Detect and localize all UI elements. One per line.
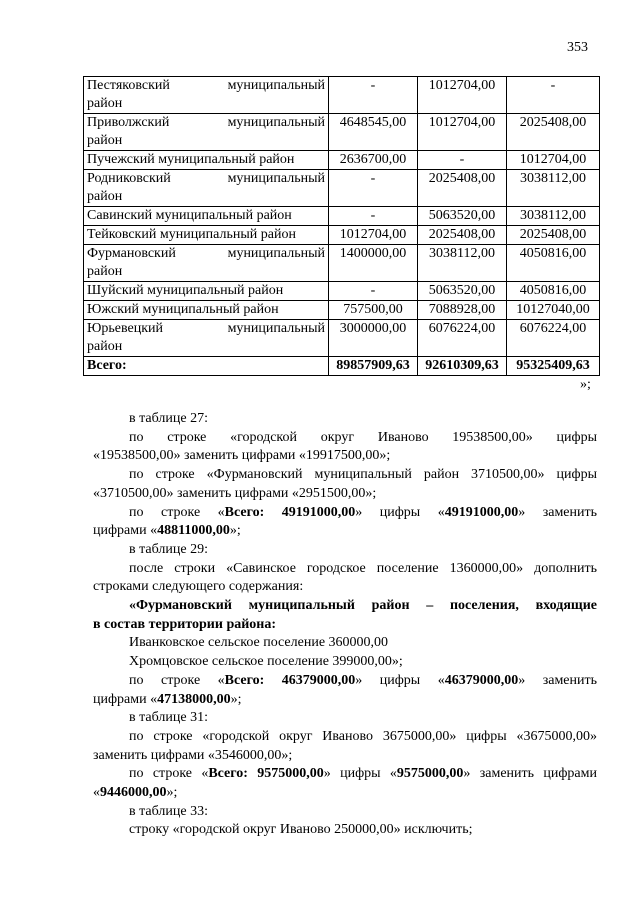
text-span: цифрами « xyxy=(93,523,158,539)
amount-cell: 2636700,00 xyxy=(329,151,418,170)
amount-cell: 6076224,00 xyxy=(418,320,507,357)
paragraph-line: по строке «городской округ Иваново 19538500,00» цифры xyxy=(129,429,597,445)
amount-cell: 7088928,00 xyxy=(418,301,507,320)
total-amount-cell: 95325409,63 xyxy=(507,357,600,376)
amount-cell: 4050816,00 xyxy=(507,245,600,282)
paragraph-line: «19538500,00» заменить цифрами «19917500,00»; xyxy=(93,448,391,464)
amount-cell: - xyxy=(329,207,418,226)
bold-span: Всего: 9575000,00 xyxy=(208,766,324,782)
amount-cell: - xyxy=(418,151,507,170)
total-label: Всего: xyxy=(84,357,329,376)
amount-cell: 2025408,00 xyxy=(418,170,507,207)
bold-span: 49191000,00 xyxy=(444,504,519,520)
amount-cell: 1012704,00 xyxy=(507,151,600,170)
table-row xyxy=(84,207,600,226)
paragraph-line xyxy=(93,504,597,523)
paragraph-line: Иванковское сельское поселение 360000,00 xyxy=(129,635,389,651)
amount-cell: - xyxy=(507,77,600,114)
district-name-line: район xyxy=(87,264,123,279)
table-row xyxy=(84,320,600,357)
bold-span: 48811000,00 xyxy=(157,523,230,539)
table-27-heading: в таблице 27: xyxy=(129,411,208,426)
paragraph-line: строку «городской округ Иваново 250000,00» исключить; xyxy=(129,822,473,838)
district-name-line: Родниковский муниципальный xyxy=(87,171,325,186)
text-span: по строке « xyxy=(129,672,225,688)
paragraph-line: заменить цифрами «3546000,00»; xyxy=(93,747,293,763)
text-span: « xyxy=(93,785,100,801)
amount-cell: 1012704,00 xyxy=(329,226,418,245)
amount-cell: 2025408,00 xyxy=(418,226,507,245)
text-span: » цифры « xyxy=(323,766,397,782)
paragraph-line: Хромцовское сельское поселение 399000,00»; xyxy=(129,654,403,670)
district-name-line: Приволжский муниципальный xyxy=(87,115,325,130)
text-span: » цифры « xyxy=(355,504,445,520)
amount-cell: 2025408,00 xyxy=(507,226,600,245)
amount-cell: 3038112,00 xyxy=(507,207,600,226)
district-name-line: Шуйский муниципальный район xyxy=(87,283,284,298)
amount-cell: 1400000,00 xyxy=(329,245,418,282)
amount-cell: - xyxy=(329,77,418,114)
amount-cell: 3000000,00 xyxy=(329,320,418,357)
table-33-heading: в таблице 33: xyxy=(129,803,208,819)
table-row xyxy=(84,226,600,245)
paragraph-line xyxy=(93,672,597,691)
district-name-cell xyxy=(84,151,329,170)
amount-cell: 757500,00 xyxy=(329,301,418,320)
paragraph-line xyxy=(93,765,597,784)
bold-span: 9575000,00 xyxy=(396,766,464,782)
table-row xyxy=(84,170,600,207)
district-name-cell xyxy=(84,170,329,207)
paragraph-line: после строки «Савинское городское поселение 1360000,00» дополнить xyxy=(129,560,597,576)
district-name-line: Савинский муниципальный район xyxy=(87,208,292,223)
amount-cell: 3038112,00 xyxy=(507,170,600,207)
district-name-line: район xyxy=(87,133,123,148)
paragraph-line: строками следующего содержания: xyxy=(93,579,304,595)
total-amount-cell: 89857909,63 xyxy=(329,357,418,376)
district-name-line: район xyxy=(87,339,123,354)
district-name-cell xyxy=(84,207,329,226)
text-span: » цифры « xyxy=(355,672,445,688)
quote-end: »; xyxy=(580,377,591,392)
text-span: по строке « xyxy=(129,504,225,520)
district-name-cell xyxy=(84,114,329,151)
district-name-cell xyxy=(84,301,329,320)
amount-cell: 5063520,00 xyxy=(418,207,507,226)
district-name-line: Фурмановский муниципальный xyxy=(87,246,325,261)
district-name-line: район xyxy=(87,189,123,204)
amount-cell: 4050816,00 xyxy=(507,282,600,301)
amount-cell: 3038112,00 xyxy=(418,245,507,282)
table-row xyxy=(84,114,600,151)
paragraph-line: «3710500,00» заменить цифрами «2951500,00»; xyxy=(93,485,377,501)
amount-cell: 4648545,00 xyxy=(329,114,418,151)
total-row xyxy=(84,357,600,376)
bold-span: 47138000,00 xyxy=(157,691,231,707)
bold-span: Всего: 46379000,00 xyxy=(224,672,356,688)
district-name-cell xyxy=(84,226,329,245)
district-name-line: Юрьевецкий муниципальный xyxy=(87,321,325,336)
amount-cell: 6076224,00 xyxy=(507,320,600,357)
amount-cell: 10127040,00 xyxy=(507,301,600,320)
total-amount-cell: 92610309,63 xyxy=(418,357,507,376)
text-span: » заменить xyxy=(518,672,598,688)
bold-span: в состав территории района: xyxy=(93,616,277,632)
bold-span: 46379000,00 xyxy=(444,672,519,688)
amount-cell: - xyxy=(329,170,418,207)
table-row xyxy=(84,245,600,282)
text-span: цифрами « xyxy=(93,691,158,707)
text-span: »; xyxy=(229,523,241,539)
district-name-cell xyxy=(84,320,329,357)
district-name-line: Пучежский муниципальный район xyxy=(87,152,295,167)
budget-table xyxy=(83,76,600,376)
table-row xyxy=(84,301,600,320)
text-span: »; xyxy=(230,691,242,707)
paragraph-line xyxy=(93,784,597,803)
text-span: » заменить xyxy=(518,504,598,520)
table-31-heading: в таблице 31: xyxy=(129,710,208,726)
amount-cell: 1012704,00 xyxy=(418,114,507,151)
page-number: 353 xyxy=(567,40,588,55)
paragraph-line: по строке «Фурмановский муниципальный район 3710500,00» цифры xyxy=(129,467,597,483)
paragraph-line xyxy=(93,691,597,710)
amount-cell: - xyxy=(329,282,418,301)
bold-span: 9446000,00 xyxy=(100,785,167,801)
text-span: » заменить цифрами xyxy=(463,766,597,782)
amendments-text xyxy=(93,410,597,840)
amount-cell: 2025408,00 xyxy=(507,114,600,151)
text-span: »; xyxy=(166,785,178,801)
paragraph-line xyxy=(93,597,597,616)
text-span: « xyxy=(129,598,136,614)
table-row xyxy=(84,151,600,170)
bold-span xyxy=(129,598,597,613)
district-name-line: Пестяковский муниципальный xyxy=(87,78,325,93)
district-name-cell xyxy=(84,245,329,282)
table-row xyxy=(84,77,600,114)
district-name-line: Тейковский муниципальный район xyxy=(87,227,296,242)
paragraph-line xyxy=(93,616,597,635)
paragraph-line xyxy=(93,522,597,541)
district-name-line: Южский муниципальный район xyxy=(87,302,279,317)
table-29-heading: в таблице 29: xyxy=(129,541,208,557)
district-name-cell xyxy=(84,282,329,301)
district-name-cell xyxy=(84,77,329,114)
amount-cell: 5063520,00 xyxy=(418,282,507,301)
district-name-line: район xyxy=(87,96,123,111)
bold-span: Всего: 49191000,00 xyxy=(224,504,356,520)
amount-cell: 1012704,00 xyxy=(418,77,507,114)
text-span: по строке « xyxy=(129,766,209,782)
text-span: Фурмановский муниципальный район – поселения, входящие xyxy=(136,598,597,614)
table-row xyxy=(84,282,600,301)
paragraph-line: по строке «городской округ Иваново 3675000,00» цифры «3675000,00» xyxy=(129,728,597,744)
